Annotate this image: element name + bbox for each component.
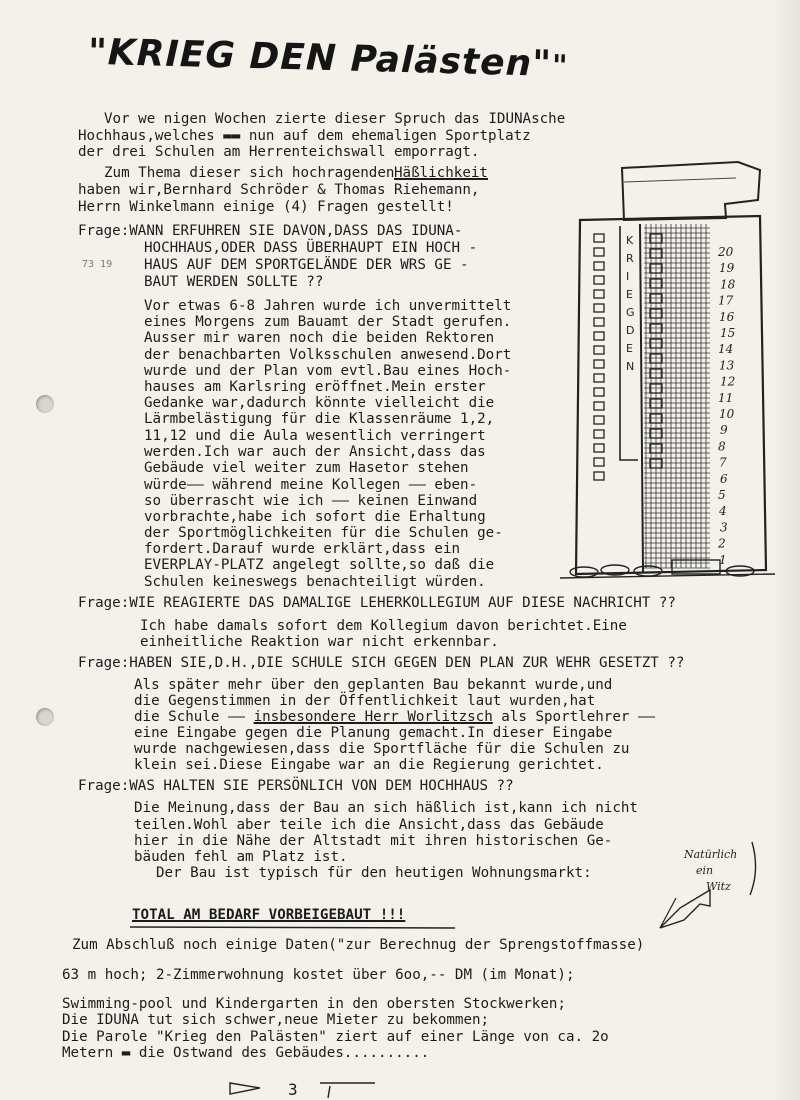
closing-line: Metern ▬ die Ostwand des Gebäudes.......... xyxy=(62,1045,430,1061)
floor-number: 13 xyxy=(719,358,735,373)
underlined-hasslichkeit: Häßlichkeit xyxy=(394,165,488,181)
closing-line: Die IDUNA tut sich schwer,neue Mieter zu bekommen; xyxy=(62,1012,490,1028)
question-1-line: HOCHHAUS,ODER DASS ÜBERHAUPT EIN HOCH - xyxy=(144,240,478,256)
question-1-line: Frage:WANN ERFUHREN SIE DAVON,DASS DAS IDUNA- xyxy=(78,223,463,239)
floor-number: 2 xyxy=(718,536,726,551)
closing-line: Die Parole "Krieg den Palästen" ziert auf einer Länge von ca. 2o xyxy=(62,1029,609,1045)
answer-1-line: Gebäude viel weiter zum Hasetor stehen xyxy=(144,460,469,476)
question-3-line: Frage:HABEN SIE,D.H.,DIE SCHULE SICH GEGEN DEN PLAN ZUR WEHR GESETZT ?? xyxy=(78,655,685,671)
sign-letter: R xyxy=(626,252,634,265)
page-number: 3 xyxy=(288,1080,298,1099)
window xyxy=(594,444,604,452)
answer-3-line: eine Eingabe gegen die Planung gemacht.In dieser Eingabe xyxy=(134,725,613,741)
answer-1-line: vorbrachte,habe ich sofort die Erhaltung xyxy=(144,509,486,525)
answer-1-line: Vor etwas 6-8 Jahren wurde ich unvermittelt xyxy=(144,298,512,314)
sign-letter: E xyxy=(626,288,633,301)
annotation-ein: ein xyxy=(696,864,714,877)
window xyxy=(594,458,604,466)
answer-1-line: würde—— während meine Kollegen —— eben- xyxy=(144,477,478,493)
window xyxy=(594,360,604,368)
underlined-worlitzsch: insbesondere Herr Worlitzsch xyxy=(253,709,493,725)
punch-hole-bottom xyxy=(36,708,54,726)
answer-3-line: Als später mehr über den geplanten Bau bekannt wurde,und xyxy=(134,677,613,693)
building-drawing xyxy=(560,160,775,590)
floor-number: 18 xyxy=(720,277,736,292)
annotation-arrow xyxy=(640,840,770,935)
page-edge-shadow xyxy=(772,0,800,1100)
floor-number: 14 xyxy=(718,342,734,357)
floor-number: 12 xyxy=(720,374,736,389)
intro2-line: haben wir,Bernhard Schröder & Thomas Riehemann, xyxy=(78,182,480,198)
window-column-left xyxy=(594,234,604,480)
answer-1-line: hauses am Karlsring eröffnet.Mein erster xyxy=(144,379,486,395)
answer-1-line: fordert.Darauf wurde erklärt,dass ein xyxy=(144,541,461,557)
headline-quote: " xyxy=(551,48,569,85)
window xyxy=(594,262,604,270)
intro2-line: Zum Thema dieser sich hochragenden xyxy=(104,165,395,181)
window xyxy=(594,304,604,312)
window xyxy=(594,332,604,340)
intro-line: Hochhaus,welches ▬▬ nun auf dem ehemaligen Sportplatz xyxy=(78,128,531,144)
answer-1-line: EVERPLAY-PLATZ angelegt sollte,so daß die xyxy=(144,557,495,573)
answer-1-line: so überrascht wie ich —— keinen Einwand xyxy=(144,493,478,509)
sign-letter: D xyxy=(626,324,635,337)
answer-4-line: teilen.Wohl aber teile ich die Ansicht,dass das Gebäude xyxy=(134,817,604,833)
sign-letter: N xyxy=(626,360,635,373)
floor-numbers xyxy=(717,245,736,567)
headline xyxy=(88,32,570,86)
answer-1-line: Ausser mir waren noch die beiden Rektoren xyxy=(144,330,495,346)
answer-4-line: hier in die Nähe der Altstadt mit ihren historischen Ge- xyxy=(134,833,613,849)
answer-3-line: die Gegenstimmen in der Öffentlichkeit laut wurden,hat xyxy=(134,693,596,709)
answer-1-line: Gedanke war,dadurch könnte vielleicht die xyxy=(144,395,495,411)
floor-number: 5 xyxy=(718,488,726,502)
building-sign-letters xyxy=(626,234,635,373)
question-2-line: Frage:WIE REAGIERTE DAS DAMALIGE LEHERKOLLEGIUM AUF DIESE NACHRICHT ?? xyxy=(78,595,676,611)
floor-number: 6 xyxy=(720,471,728,486)
total-underline xyxy=(130,925,460,931)
floor-number: 3 xyxy=(720,520,728,535)
floor-number: 19 xyxy=(719,261,735,276)
window xyxy=(594,346,604,354)
answer-4-line: Der Bau ist typisch für den heutigen Wohnungsmarkt: xyxy=(156,865,592,881)
page-number-marks xyxy=(200,1080,400,1100)
window xyxy=(594,402,604,410)
total-statement: TOTAL AM BEDARF VORBEIGEBAUT !!! xyxy=(132,907,406,923)
answer-1-line: der Sportmöglichkeiten für die Schulen ge- xyxy=(144,525,503,541)
floor-number: 1 xyxy=(719,552,727,567)
answer-4-line: bäuden fehl am Platz ist. xyxy=(134,849,348,865)
window xyxy=(594,388,604,396)
window xyxy=(594,276,604,284)
sign-letter: I xyxy=(626,270,630,283)
question-1-line: BAUT WERDEN SOLLTE ?? xyxy=(144,274,324,290)
answer-3-line-3: die Schule —— insbesondere Herr Worlitzsch als Sportlehrer —— xyxy=(134,709,656,725)
question-4-line: Frage:WAS HALTEN SIE PERSÖNLICH VON DEM HOCHHAUS ?? xyxy=(78,778,514,794)
window xyxy=(594,374,604,382)
closing-line: Zum Abschluß noch einige Daten("zur Berechnug der Sprengstoffmasse) xyxy=(72,937,645,953)
annotation-witz: Witz xyxy=(706,880,731,893)
sign-letter: G xyxy=(626,306,635,319)
answer-1-line: 11,12 und die Aula wesentlich verringert xyxy=(144,428,486,444)
floor-number: 8 xyxy=(718,439,726,454)
sign-letter: E xyxy=(626,342,633,355)
answer-3-line: klein sei.Diese Eingabe war an die Regierung gerichtet. xyxy=(134,757,604,773)
answer-1-line: Lärmbelästigung für die Klassenräume 1,2, xyxy=(144,411,495,427)
floor-number: 20 xyxy=(718,245,734,259)
closing-line: 63 m hoch; 2-Zimmerwohnung kostet über 6oo,-- DM (im Monat); xyxy=(62,967,575,983)
margin-mark: 73 19 xyxy=(82,259,113,270)
floor-number: 9 xyxy=(720,423,728,438)
window xyxy=(594,430,604,438)
floor-number: 11 xyxy=(718,390,734,405)
window xyxy=(594,472,604,480)
answer-1-line: der benachbarten Volksschulen anwesend.Dort xyxy=(144,347,512,363)
headline-text: "KRIEG DEN Palästen" xyxy=(87,31,553,85)
window xyxy=(594,416,604,424)
question-1-line: HAUS AUF DEM SPORTGELÄNDE DER WRS GE - xyxy=(144,257,469,273)
answer-2-line: Ich habe damals sofort dem Kollegium davon berichtet.Eine xyxy=(140,618,627,634)
window xyxy=(594,248,604,256)
window xyxy=(594,318,604,326)
answer-4-line: Die Meinung,dass der Bau an sich häßlich ist,kann ich nicht xyxy=(134,800,638,816)
sign-letter: K xyxy=(626,234,634,247)
answer-3-line: wurde nachgewiesen,dass die Sportfläche für die Schulen zu xyxy=(134,741,630,757)
floor-number: 7 xyxy=(719,455,727,470)
floor-number: 15 xyxy=(720,326,736,340)
annotation-natuerlich: Natürlich xyxy=(684,848,738,861)
answer-1-line: wurde und der Plan vom evtl.Bau eines Hoch- xyxy=(144,363,512,379)
answer-1-line: eines Morgens zum Bauamt der Stadt gerufen. xyxy=(144,314,512,330)
floor-number: 16 xyxy=(719,309,735,324)
answer-1-line: Schulen keineswegs benachteiligt würden. xyxy=(144,574,486,590)
intro-line: der drei Schulen am Herrenteichswall emporragt. xyxy=(78,144,480,160)
intro-line: Vor we nigen Wochen zierte dieser Spruch das IDUNAsche xyxy=(104,111,566,127)
window xyxy=(594,234,604,242)
intro2-line: Herrn Winkelmann einige (4) Fragen gestellt! xyxy=(78,199,454,215)
window xyxy=(594,290,604,298)
punch-hole-top xyxy=(36,395,54,413)
floor-number: 4 xyxy=(719,504,727,519)
floor-number: 10 xyxy=(719,407,735,421)
answer-2-line: einheitliche Reaktion war nicht erkennbar. xyxy=(140,634,499,650)
floor-number: 17 xyxy=(718,293,734,308)
closing-line: Swimming-pool und Kindergarten in den obersten Stockwerken; xyxy=(62,996,566,1012)
answer-1-line: werden.Ich war auch der Ansicht,dass das xyxy=(144,444,486,460)
